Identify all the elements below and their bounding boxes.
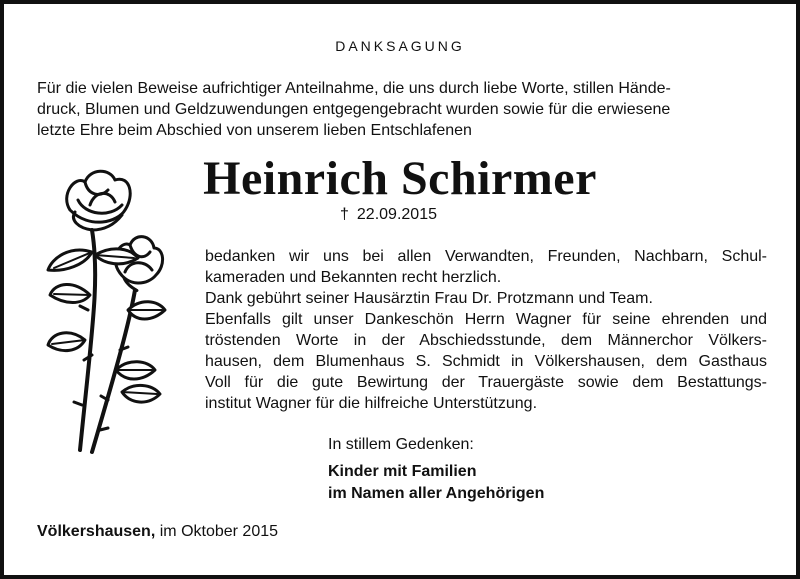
thanks-line: Voll für die gute Bewirtung der Trauergäste sowie dem Bestattungs- xyxy=(205,374,767,391)
closing-phrase: In stillem Gedenken: xyxy=(328,436,474,453)
intro-line: Für die vielen Beweise aufrichtiger Anteilnahme, die uns durch liebe Worte, stillen Hände- xyxy=(37,80,671,97)
thanks-line: bedanken wir uns bei allen Verwandten, Freunden, Nachbarn, Schul- xyxy=(205,248,767,265)
thanks-line: Ebenfalls gilt unser Dankeschön Herrn Wagner für seine ehrenden und xyxy=(205,311,767,328)
thanks-line: tröstenden Worte in der Abschiedsstunde, dem Männerchor Völkers- xyxy=(205,332,767,349)
thanks-line: Dank gebührt seiner Hausärztin Frau Dr. Protzmann und Team. xyxy=(205,290,653,307)
notice-heading: DANKSAGUNG xyxy=(335,38,465,54)
death-line xyxy=(340,204,437,226)
thanks-paragraph xyxy=(205,246,767,414)
signers-block xyxy=(328,461,544,505)
signer-line: Kinder mit Familien xyxy=(328,463,477,480)
thanks-line: hausen, dem Blumenhaus S. Schmidt in Völkershausen, dem Gasthaus xyxy=(205,353,767,370)
thanks-line: kameraden und Bekannten recht herzlich. xyxy=(205,269,502,286)
signer-line: im Namen aller Angehörigen xyxy=(328,485,545,502)
cross-icon: † xyxy=(340,206,349,223)
place-name: Völkershausen, xyxy=(37,523,156,540)
intro-line: letzte Ehre beim Abschied von unserem lieben Entschlafenen xyxy=(37,122,472,139)
intro-paragraph xyxy=(37,78,767,141)
notice-date: im Oktober 2015 xyxy=(159,523,279,540)
deceased-name: Heinrich Schirmer xyxy=(203,152,597,205)
thanks-line: institut Wagner für die hilfreiche Unterstützung. xyxy=(205,395,538,412)
place-date xyxy=(37,521,278,543)
intro-line: druck, Blumen und Geldzuwendungen entgegengebracht wurden sowie für die erwiesene xyxy=(37,101,671,118)
death-date: 22.09.2015 xyxy=(356,206,437,223)
